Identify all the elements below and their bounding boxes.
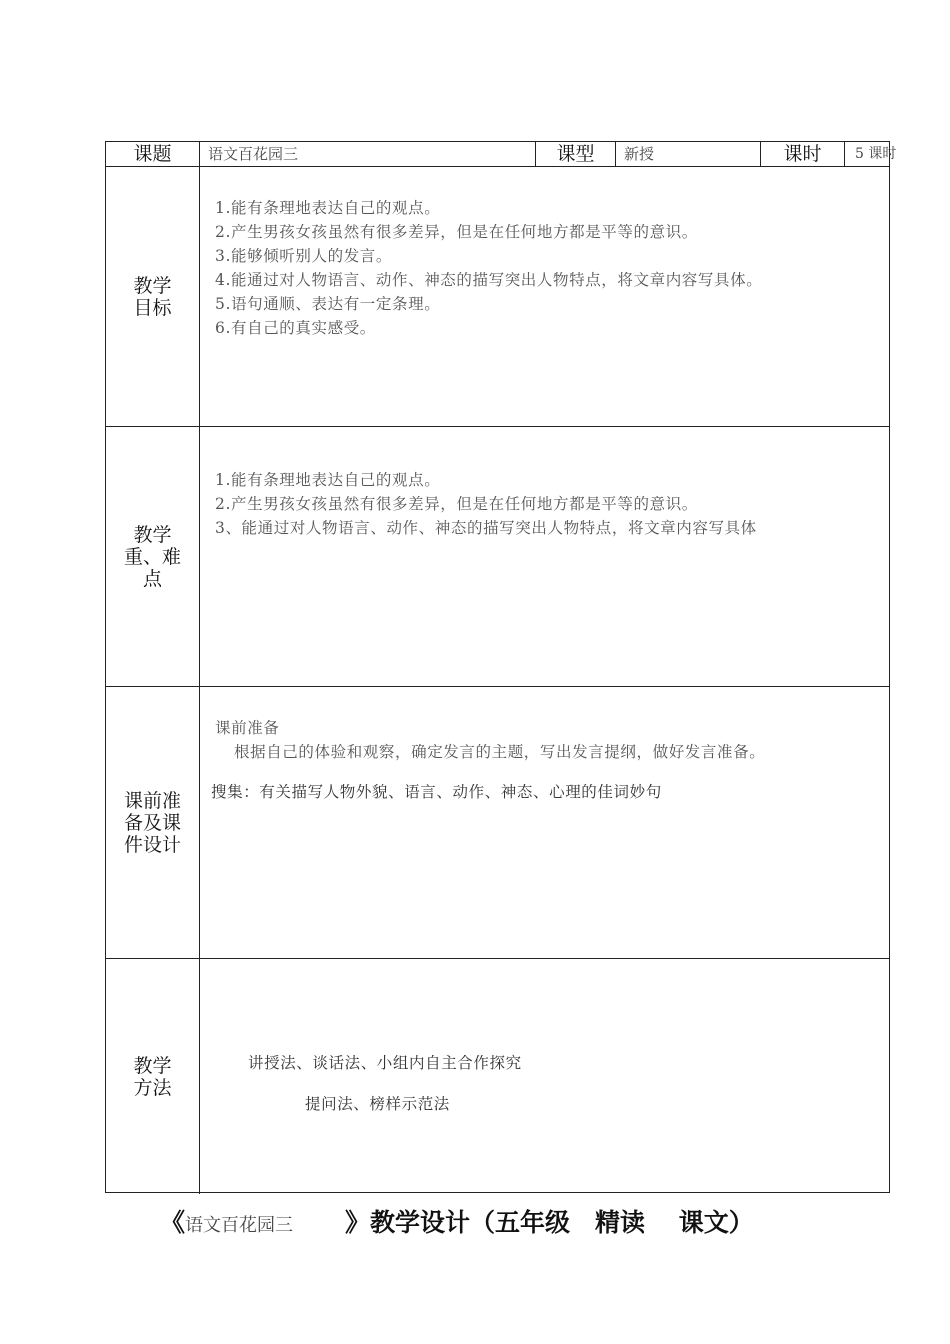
- title-rest: 》教学设计（五年级 精读 课文）: [345, 1208, 754, 1237]
- goals-content: [200, 167, 889, 426]
- goals-label: [133, 275, 171, 319]
- key-point-item: 1.能有条理地表达自己的观点。: [215, 471, 441, 489]
- section-goals: [106, 167, 889, 427]
- type-value: 新授: [616, 142, 761, 166]
- section-preparation: [106, 687, 889, 959]
- header-row: [106, 142, 897, 167]
- topic-label: 课题: [106, 142, 200, 166]
- section-methods: [106, 959, 889, 1194]
- key-points-label-line: 重、难: [123, 545, 181, 568]
- title-open-bracket: 《: [160, 1208, 186, 1237]
- preparation-label-cell: [106, 687, 200, 958]
- methods-content: [200, 959, 889, 1194]
- type-label: 课型: [536, 142, 616, 166]
- hours-label: 课时: [761, 142, 845, 166]
- key-point-item: 3、能通过对人物语言、动作、神态的描写突出人物特点，将文章内容写具体: [215, 519, 757, 537]
- preparation-label: [124, 790, 181, 856]
- key-points-content: [200, 427, 889, 686]
- key-points-label-cell: [106, 427, 200, 686]
- goal-item: 6.有自己的真实感受。: [215, 319, 376, 337]
- goal-item: 5.语句通顺、表达有一定条理。: [215, 295, 441, 313]
- key-points-label-line: 点: [142, 567, 162, 590]
- section-key-points: [106, 427, 889, 687]
- method-item: 提问法、榜样示范法: [305, 1095, 450, 1113]
- key-point-item: 2.产生男孩女孩虽然有很多差异，但是在任何地方都是平等的意识。: [215, 495, 698, 513]
- method-item: 讲授法、谈话法、小组内自主合作探究: [248, 1054, 522, 1072]
- methods-label-cell: [106, 959, 200, 1194]
- lesson-plan-table: [105, 141, 897, 1193]
- topic-value: 语文百花园三: [200, 142, 536, 166]
- hours-value: 5 课时: [855, 146, 897, 162]
- preparation-item: 根据自己的体验和观察，确定发言的主题，写出发言提纲，做好发言准备。: [234, 743, 766, 761]
- goal-item: 2.产生男孩女孩虽然有很多差异，但是在任何地方都是平等的意识。: [215, 223, 698, 241]
- title-lesson-name: 语文百花园三: [185, 1215, 294, 1236]
- page-title: [160, 1203, 754, 1239]
- key-points-label: [124, 524, 181, 590]
- methods-label-line: 教学: [133, 1054, 172, 1077]
- methods-label-line: 方法: [133, 1076, 172, 1099]
- key-points-label-line: 教学: [133, 523, 172, 546]
- goals-label-line: 目标: [133, 296, 172, 319]
- goal-item: 4.能通过对人物语言、动作、神态的描写突出人物特点，将文章内容写具体。: [215, 271, 763, 289]
- goal-item: 3.能够倾听别人的发言。: [215, 247, 392, 265]
- methods-label: [133, 1055, 171, 1099]
- preparation-heading: 课前准备: [215, 719, 280, 737]
- preparation-label-line: 备及课: [123, 811, 181, 834]
- preparation-label-line: 课前准: [123, 789, 181, 812]
- preparation-content: [200, 687, 889, 958]
- preparation-item: 搜集：有关描写人物外貌、语言、动作、神态、心理的佳词妙句: [211, 783, 662, 801]
- goal-item: 1.能有条理地表达自己的观点。: [215, 199, 441, 217]
- preparation-label-line: 件设计: [123, 833, 181, 856]
- goals-label-cell: [106, 167, 200, 426]
- goals-label-line: 教学: [133, 274, 172, 297]
